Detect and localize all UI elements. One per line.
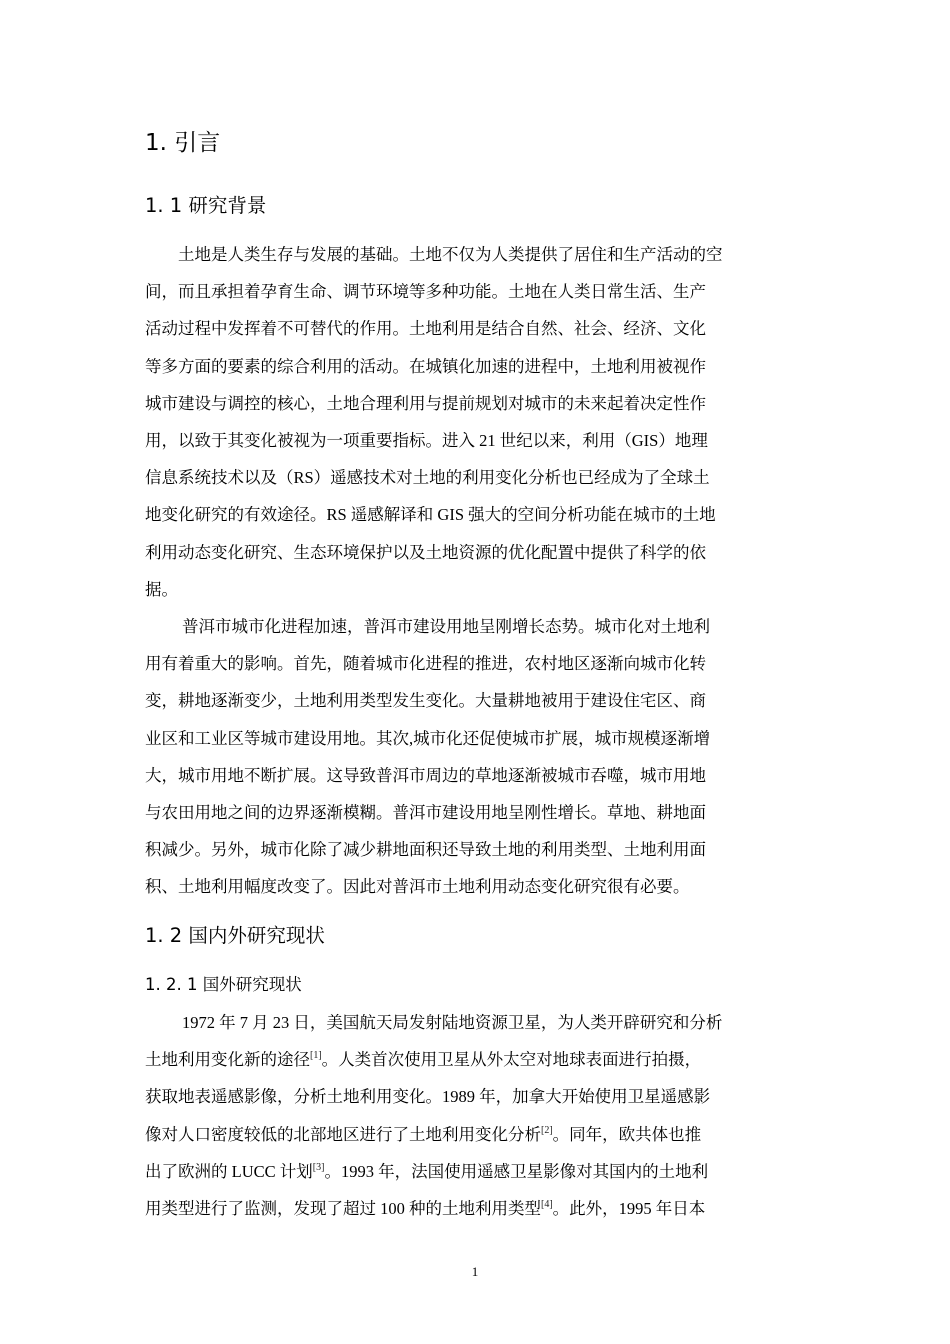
text-line: 利用动态变化研究、生态环境保护以及土地资源的优化配置中提供了科学的依 [145, 542, 706, 562]
citation-ref: [2] [541, 1124, 553, 1136]
paragraph-research-background-1 [145, 236, 805, 608]
text-line [145, 1190, 805, 1227]
text-line: 业区和工业区等城市建设用地。其次,城市化还促使城市扩展，城市规模逐渐增 [145, 728, 711, 748]
text-line: 与农田用地之间的边界逐渐模糊。普洱市建设用地呈刚性增长。草地、耕地面 [145, 802, 706, 822]
paragraph-foreign-research-status [145, 1004, 805, 1227]
text-segment: 。人类首次使用卫星从外太空对地球表面进行拍摄， [321, 1050, 702, 1070]
text-segment: 。1993 年，法国使用遥感卫星影像对其国内的土地利 [324, 1161, 709, 1181]
citation-ref: [3] [312, 1161, 325, 1173]
text-line: 等多方面的要素的综合利用的活动。在城镇化加速的进程中，土地利用被视作 [145, 356, 706, 376]
text-line: 信息系统技术以及（RS）遥感技术对土地的利用变化分析也已经成为了全球土 [145, 468, 710, 488]
text-segment: 用类型进行了监测，发现了超过 100 种的土地利用类型 [145, 1198, 541, 1218]
text-line: 获取地表遥感影像，分析土地利用变化。1989 年，加拿大开始使用卫星遥感影 [145, 1087, 711, 1107]
text-segment: 像对人口密度较低的北部地区进行了土地利用变化分析 [145, 1124, 541, 1144]
text-line: 大，城市用地不断扩展。这导致普洱市周边的草地逐渐被城市吞噬，城市用地 [145, 765, 706, 785]
text-line: 城市建设与调控的核心，土地合理利用与提前规划对城市的未来起着决定性作 [145, 393, 706, 413]
text-segment: 土地利用变化新的途径 [145, 1050, 310, 1070]
paragraph-research-background-2 [145, 608, 805, 906]
text-line: 据。 [145, 579, 178, 599]
text-segment: 出了欧洲的 LUCC 计划 [145, 1161, 313, 1181]
text-line [145, 1116, 805, 1153]
text-line: 用，以致于其变化被视为一项重要指标。进入 21 世纪以来，利用（GIS）地理 [145, 430, 708, 450]
section-heading-1-2: 1. 2 国内外研究现状 [145, 924, 325, 947]
text-line: 1972 年 7 月 23 日，美国航天局发射陆地资源卫星，为人类开辟研究和分析 [182, 1013, 723, 1032]
section-heading-1-1: 1. 1 研究背景 [145, 194, 267, 217]
text-line: 用有着重大的影响。首先，随着城市化进程的推进，农村地区逐渐向城市化转 [145, 654, 706, 674]
text-line: 普洱市城市化进程加速，普洱市建设用地呈刚增长态势。城市化对土地利 [182, 617, 710, 636]
subsection-heading-1-2-1: 1. 2. 1 国外研究现状 [145, 975, 302, 994]
text-line [145, 1041, 805, 1078]
text-line: 积减少。另外，城市化除了减少耕地面积还导致土地的利用类型、土地利用面 [145, 840, 706, 860]
text-segment: 。此外，1995 年日本 [552, 1198, 706, 1218]
text-line: 活动过程中发挥着不可替代的作用。土地利用是结合自然、社会、经济、文化 [145, 319, 706, 339]
text-segment: 。同年，欧共体也推 [552, 1124, 702, 1144]
page-number: 1 [471, 1264, 479, 1279]
text-line: 积、土地利用幅度改变了。因此对普洱市土地利用动态变化研究很有必要。 [145, 877, 690, 897]
citation-ref: [1] [310, 1050, 322, 1062]
text-line: 地变化研究的有效途径。RS 遥感解译和 GIS 强大的空间分析功能在城市的土地 [145, 505, 716, 525]
text-line: 间，而且承担着孕育生命、调节环境等多种功能。土地在人类日常生活、生产 [145, 282, 706, 302]
citation-ref: [4] [541, 1198, 553, 1210]
text-line: 变，耕地逐渐变少，土地利用类型发生变化。大量耕地被用于建设住宅区、商 [145, 691, 706, 711]
text-line: 土地是人类生存与发展的基础。土地不仅为人类提供了居住和生产活动的空 [178, 245, 723, 264]
text-line [145, 1153, 805, 1190]
chapter-heading: 1. 引言 [145, 130, 221, 156]
